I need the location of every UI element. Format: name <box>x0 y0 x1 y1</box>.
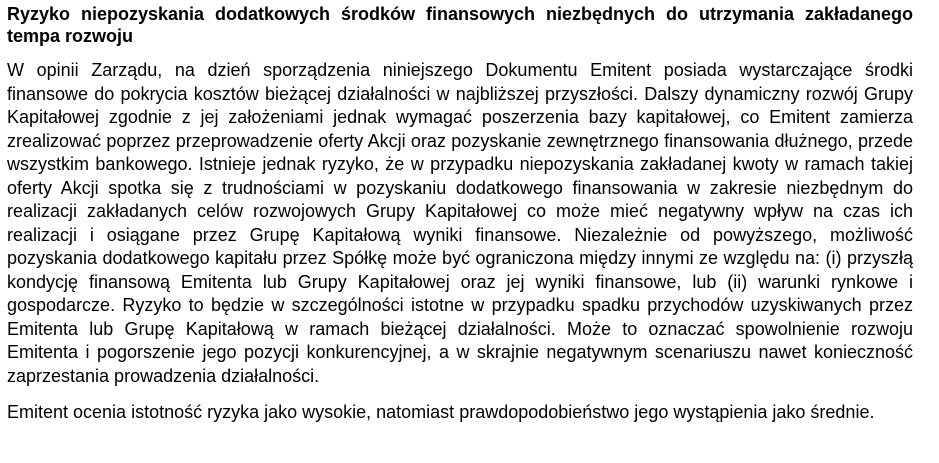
body-paragraph-risk-assessment: Emitent ocenia istotność ryzyka jako wysokie, natomiast prawdopodobieństwo jego wystąpienia jako średnie. <box>7 402 875 422</box>
document-page <box>7 3 913 425</box>
body-paragraph-risk-description: W opinii Zarządu, na dzień sporządzenia niniejszego Dokumentu Emitent posiada wystarczające środki finansowe do pokrycia kosztów bieżącej działalności w najbliższej przyszłości. Dalszy dynamiczny rozwój Grupy Kapitałowej zgodnie z jej założeniami jednak wymagać poszerzenia bazy kapitałowej, co Emitent zamierza zrealizować poprzez przeprowadzenie oferty Akcji oraz pozyskanie zewnętrznego finansowania dłużnego, przede wszystkim bankowego. Istnieje jednak ryzyko, że w przypadku niepozyskania zakładanej kwoty w ramach takiej oferty Akcji spotka się z trudnościami w pozyskaniu dodatkowego finansowania w zakresie niezbędnym do realizacji zakładanych celów rozwojowych Grupy Kapitałowej co może mieć negatywny wpływ na czas ich realizacji i osiągane przez Grupę Kapitałową wyniki finansowe. Niezależnie od powyższego, możliwość pozyskania dodatkowego kapitału przez Spółkę może być ograniczona między innymi ze względu na: (i) przyszłą kondycję finansową Emitenta lub Grupy Kapitałowej oraz jej wyniki finansowe, lub (ii) warunki rynkowe i gospodarcze. Ryzyko to będzie w szczególności istotne w przypadku spadku przychodów uzyskiwanych przez Emitenta lub Grupę Kapitałową w ramach bieżącej działalności. Może to oznaczać spowolnienie rozwoju Emitenta i pogorszenie jego pozycji konkurencyjnej, a w skrajnie negatywnym scenariuszu nawet konieczność zaprzestania prowadzenia działalności. <box>7 60 913 386</box>
section-heading: Ryzyko niepozyskania dodatkowych środków finansowych niezbędnych do utrzymania zakładanego tempa rozwoju <box>7 4 913 46</box>
